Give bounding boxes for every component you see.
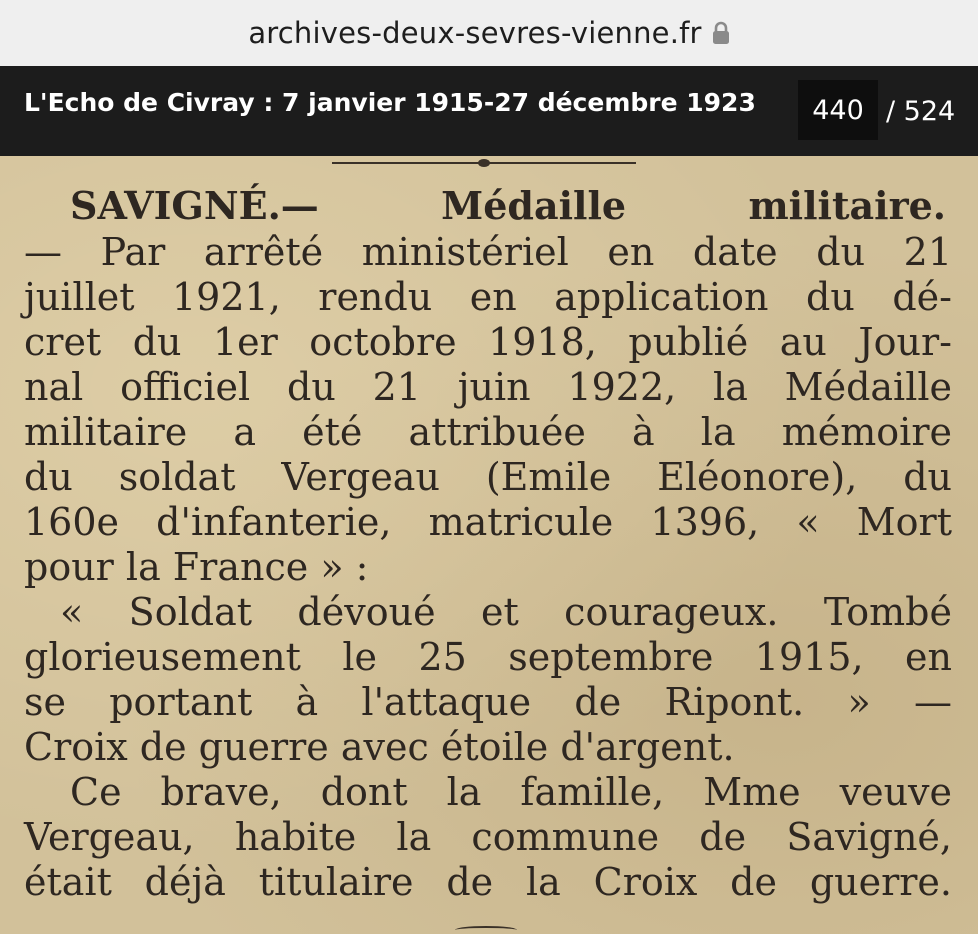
page-total: / 524	[886, 96, 956, 127]
article-line: se portant à l'attaque de Ripont. » —	[24, 680, 952, 724]
lock-icon	[712, 21, 730, 45]
document-title: L'Echo de Civray : 7 janvier 1915-27 décembre 1923	[24, 88, 756, 117]
browser-url-bar[interactable]	[0, 0, 978, 66]
article-line: Vergeau, habite la commune de Savigné,	[24, 815, 952, 859]
article-line: du soldat Vergeau (Emile Eléonore), du	[24, 455, 952, 499]
article-line: juillet 1921, rendu en application du dé-	[24, 275, 952, 319]
article-line: « Soldat dévoué et courageux. Tombé	[60, 590, 952, 634]
viewer-header	[0, 66, 978, 156]
page-number-input[interactable]	[798, 80, 878, 140]
newspaper-scan[interactable]	[0, 156, 978, 934]
article-heading: SAVIGNÉ.— Médaille militaire.	[70, 183, 946, 228]
article	[0, 156, 978, 934]
article-line: cret du 1er octobre 1918, publié au Jour-	[24, 320, 952, 364]
article-line: militaire a été attribuée à la mémoire	[24, 410, 952, 454]
article-line: 160e d'infanterie, matricule 1396, « Mort	[24, 500, 952, 544]
url-text[interactable]: archives-deux-sevres-vienne.fr	[248, 16, 702, 50]
article-line: Croix de guerre avec étoile d'argent.	[24, 725, 735, 769]
article-line: — Par arrêté ministériel en date du 21	[24, 230, 952, 274]
article-line: nal officiel du 21 juin 1922, la Médaille	[24, 365, 952, 409]
separator-rule-bottom	[455, 926, 517, 934]
article-line: Ce brave, dont la famille, Mme veuve	[70, 770, 952, 814]
article-line: était déjà titulaire de la Croix de guerre.	[24, 860, 952, 904]
article-line: pour la France » :	[24, 545, 369, 589]
article-line: glorieusement le 25 septembre 1915, en	[24, 635, 952, 679]
